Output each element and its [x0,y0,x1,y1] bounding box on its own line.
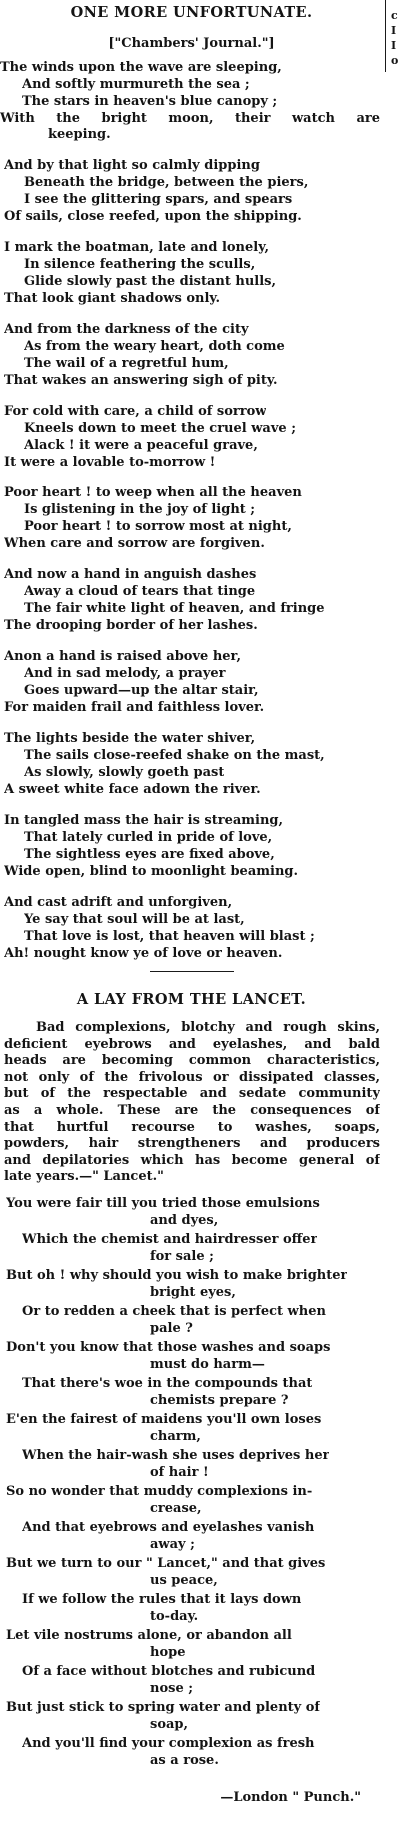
poem-line: and dyes, [150,1213,219,1228]
poem-line: us peace, [150,1573,218,1588]
poem-line: Ye say that soul will be at last, [24,912,245,927]
poem-line: Kneels down to meet the cruel wave ; [24,421,297,436]
poem-line: as a rose. [150,1753,219,1768]
poem-line: Don't you know that those washes and soaps [6,1340,331,1355]
poem-line: Or to redden a cheek that is perfect when [22,1304,326,1319]
poem-line: must do harm— [150,1357,265,1372]
poem-line: If we follow the rules that it lays down [22,1592,302,1607]
poem-line: Alack ! it were a peaceful grave, [24,438,258,453]
intro-line: not only of the frivolous or dissipated classes, [4,1069,380,1085]
intro-line: Bad complexions, blotchy and rough skins, [36,1020,380,1035]
poem-line: That look giant shadows only. [4,291,220,306]
poem-line: And from the darkness of the city [4,322,249,337]
poem-line: For cold with care, a child of sorrow [4,404,267,419]
poem-line: In tangled mass the hair is streaming, [4,813,284,828]
poem-line: With the bright moon, their watch are [0,111,380,126]
poem-line: A sweet white face adown the river. [4,782,261,797]
poem-line: That there's woe in the compounds that [22,1376,313,1391]
poem-line: For maiden frail and faithless lover. [4,700,265,715]
poem-line: to-day. [150,1609,199,1624]
intro-line: deficient eyebrows and eyelashes, and bald [4,1036,380,1052]
poem-line: In silence feathering the sculls, [24,257,256,272]
poem-line: And you'll find your complexion as fresh [22,1736,315,1751]
poem-line: The stars in heaven's blue canopy ; [22,94,278,109]
intro-line: that hurtful recourse to washes, soaps, [4,1119,380,1135]
poem-line: Away a cloud of tears that tinge [24,584,256,599]
poem-line: The lights beside the water shiver, [4,731,256,746]
poem-line: And softly murmureth the sea ; [22,77,250,92]
poem-line: That wakes an answering sigh of pity. [4,373,278,388]
poem-line: And by that light so calmly dipping [4,158,260,173]
poem-line: Ah! nought know ye of love or heaven. [4,946,283,961]
poem-line: chemists prepare ? [150,1393,289,1408]
poem-line: Of sails, close reefed, upon the shipping. [4,209,302,224]
poem-line: And in sad melody, a prayer [24,666,226,681]
intro-line: powders, hair strengtheners and producers [4,1136,380,1152]
poem-line: Poor heart ! to sorrow most at night, [24,519,292,534]
poem-line: But oh ! why should you wish to make brighter [6,1268,348,1283]
poem-line: Glide slowly past the distant hulls, [24,274,277,289]
poem-line: That lately curled in pride of love, [24,830,273,845]
poem-line: keeping. [48,127,111,142]
adjacent-column-fragment: c I I o [391,9,399,67]
poem-line: bright eyes, [150,1285,236,1300]
poem-line: So no wonder that muddy complexions in- [6,1484,313,1499]
intro-line: late years.—" Lancet." [4,1169,164,1185]
poem-line: for sale ; [150,1249,214,1264]
poem-line: E'en the fairest of maidens you'll own loses [6,1412,322,1427]
poem-line: Beneath the bridge, between the piers, [24,175,309,190]
attribution: —London " Punch." [220,1790,361,1805]
poem-line: charm, [150,1429,201,1444]
poem-line: Is glistening in the joy of light ; [24,502,256,517]
poem-title: A LAY FROM THE LANCET. [76,991,307,1008]
poem-line: That love is lost, that heaven will blast ; [24,929,315,944]
intro-line: and depilatories which has become general of [4,1152,380,1168]
poem-line: And cast adrift and unforgiven, [4,895,233,910]
poem-line: When care and sorrow are forgiven. [4,536,265,551]
poem-line: The fair white light of heaven, and fringe [24,601,325,616]
poem-line: Let vile nostrums alone, or abandon all [6,1628,292,1643]
poem-line: And now a hand in anguish dashes [4,567,257,582]
poem-title: ONE MORE UNFORTUNATE. [70,4,313,21]
poem-line: And that eyebrows and eyelashes vanish [22,1520,315,1535]
intro-line: but of the respectable and sedate community [4,1086,380,1102]
poem-line: The sails close-reefed shake on the mast, [24,748,325,763]
poem-line: Wide open, blind to moonlight beaming. [4,864,299,879]
poem-line: As slowly, slowly goeth past [24,765,225,780]
poem-line: The winds upon the wave are sleeping, [0,60,282,75]
poem-line: The drooping border of her lashes. [4,618,258,633]
poem-line: I mark the boatman, late and lonely, [4,240,270,255]
poem-line: crease, [150,1501,202,1516]
poem-line: of hair ! [150,1465,209,1480]
intro-line: heads are becoming common characteristics, [4,1053,380,1069]
intro-line: as a whole. These are the consequences of [4,1102,380,1118]
poem-line: Of a face without blotches and rubicund [22,1664,316,1679]
poem-line: Which the chemist and hairdresser offer [22,1232,318,1247]
poem-line: Poor heart ! to weep when all the heaven [4,485,302,500]
poem-line: But just stick to spring water and plenty of [6,1700,321,1715]
poem-line: The wail of a regretful hum, [24,356,229,371]
intro-paragraph [4,1020,380,1186]
poem-line: I see the glittering spars, and spears [24,192,293,207]
poem-line: As from the weary heart, doth come [24,339,285,354]
poem-line: hope [150,1645,186,1660]
column-divider [385,0,386,72]
poem-line: But we turn to our " Lancet," and that gives [6,1556,326,1571]
poem-line: Anon a hand is raised above her, [4,649,241,664]
poem-line: soap, [150,1717,189,1732]
poem-line: nose ; [150,1681,194,1696]
section-separator [150,971,234,972]
poem-line: The sightless eyes are fixed above, [24,847,275,862]
poem-line: Goes upward—up the altar stair, [24,683,259,698]
poem-line: When the hair-wash she uses deprives her [22,1448,330,1463]
poem-line: You were fair till you tried those emulsions [6,1196,320,1211]
poem-line: away ; [150,1537,195,1552]
poem-source: ["Chambers' Journal."] [108,36,275,51]
poem-line: It were a lovable to-morrow ! [4,455,216,470]
poem-line: pale ? [150,1321,193,1336]
